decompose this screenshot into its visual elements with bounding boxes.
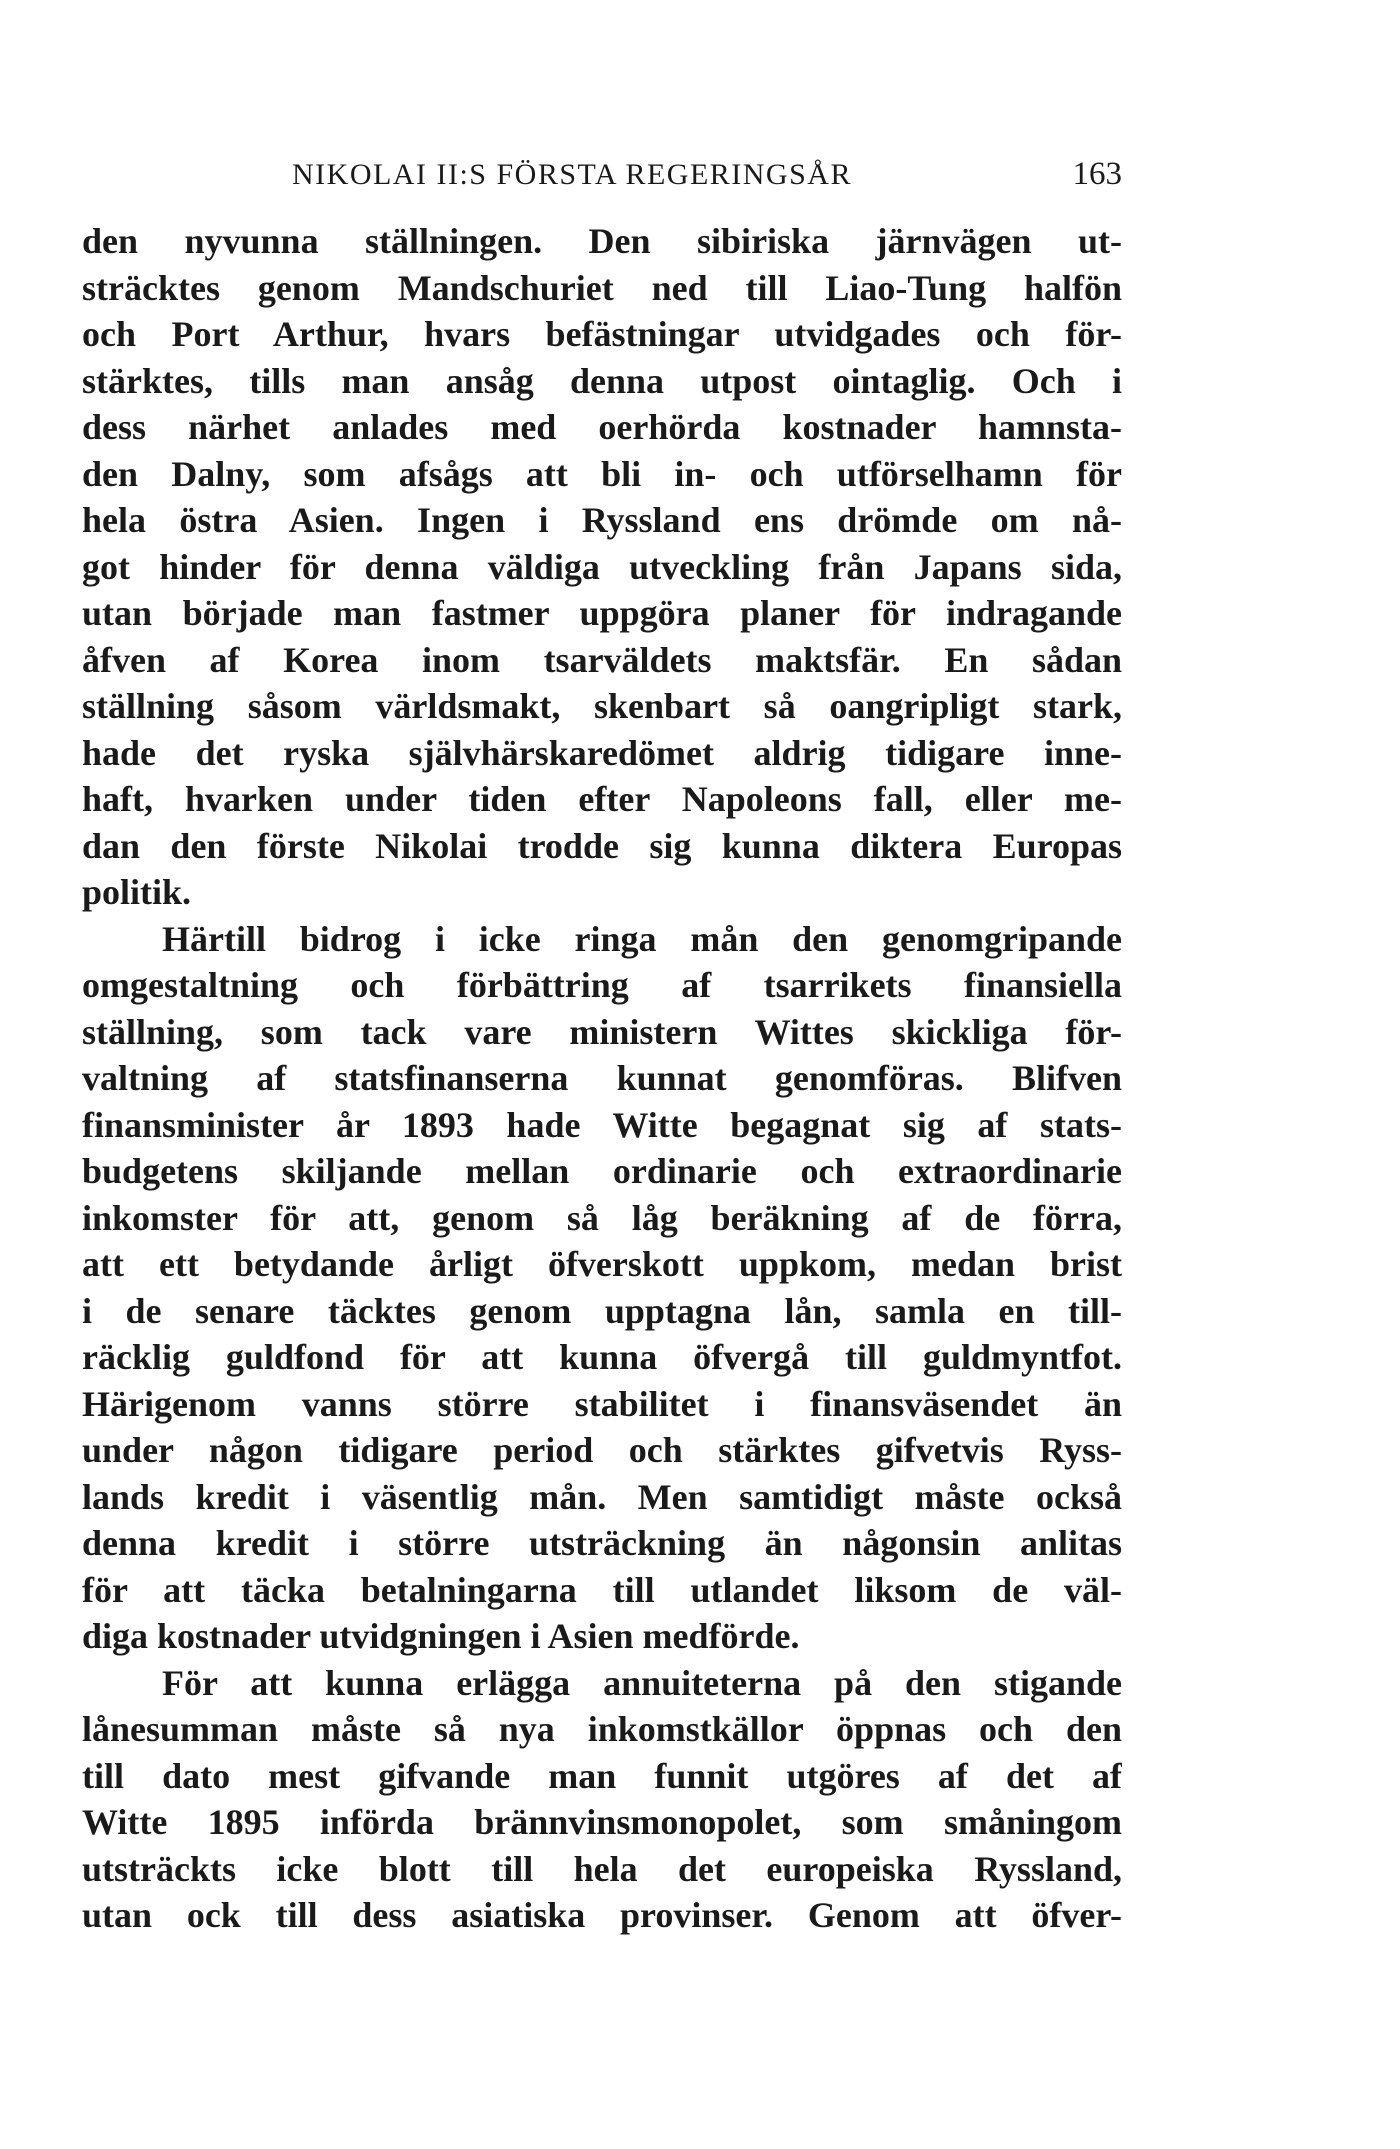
text-line: lands kredit i väsentlig mån. Men samtidigt måste också xyxy=(82,1476,1122,1517)
text-line: sträcktes genom Mandschuriet ned till Liao-Tung halfön xyxy=(82,267,1122,308)
paragraph-3 xyxy=(82,1660,1122,1939)
text-line: inkomster för att, genom så låg beräkning af de förra, xyxy=(82,1197,1122,1238)
text-line: ställning såsom världsmakt, skenbart så oangripligt stark, xyxy=(82,686,1122,726)
text-line: den Dalny, som afsågs att bli in- och utförselhamn för xyxy=(82,453,1122,494)
paragraph-2 xyxy=(82,916,1122,1660)
text-line: för att täcka betalningarna till utlandet liksom de väl- xyxy=(82,1569,1122,1610)
text-line: dan den förste Nikolai trodde sig kunna diktera Europas xyxy=(82,825,1122,866)
running-title: NIKOLAI II:S FÖRSTA REGERINGSÅR xyxy=(292,158,852,191)
text-line: haft, hvarken under tiden efter Napoleons fall, eller me- xyxy=(82,779,1122,819)
text-line: hade det ryska självhärskaredömet aldrig tidigare inne- xyxy=(82,732,1122,773)
text-line: Witte 1895 införda brännvinsmonopolet, som småningom xyxy=(82,1802,1122,1842)
text-line: utsträckts icke blott till hela det europeiska Ryssland, xyxy=(82,1848,1122,1889)
page-number: 163 xyxy=(1072,156,1122,192)
paragraph-1 xyxy=(82,218,1122,916)
text-line: Härigenom vanns större stabilitet i finansväsendet än xyxy=(82,1383,1122,1424)
text-line: hela östra Asien. Ingen i Ryssland ens drömde om nå- xyxy=(82,500,1122,540)
text-line: politik. xyxy=(82,872,192,912)
running-head xyxy=(82,150,1122,196)
text-line: i de senare täcktes genom upptagna lån, samla en till- xyxy=(82,1290,1122,1331)
text-line: Härtill bidrog i icke ringa mån den genomgripande xyxy=(162,918,1122,959)
text-line: denna kredit i större utsträckning än någonsin anlitas xyxy=(82,1523,1122,1563)
text-line: och Port Arthur, hvars befästningar utvidgades och för- xyxy=(82,314,1122,354)
text-line: ställning, som tack vare ministern Wittes skickliga för- xyxy=(82,1011,1122,1052)
text-line: valtning af statsfinanserna kunnat genomföras. Blifven xyxy=(82,1058,1122,1098)
body-text xyxy=(82,218,1122,1939)
text-line: under någon tidigare period och stärktes gifvetvis Ryss- xyxy=(82,1430,1122,1470)
text-line: den nyvunna ställningen. Den sibiriska järnvägen ut- xyxy=(82,221,1122,261)
text-line: utan ock till dess asiatiska provinser. Genom att öfver- xyxy=(82,1895,1122,1935)
text-line: till dato mest gifvande man funnit utgöres af det af xyxy=(82,1755,1122,1796)
text-line: utan började man fastmer uppgöra planer för indragande xyxy=(82,593,1122,633)
text-line: dess närhet anlades med oerhörda kostnader hamnsta- xyxy=(82,407,1122,447)
text-line: budgetens skiljande mellan ordinarie och extraordinarie xyxy=(82,1151,1122,1191)
text-line: lånesumman måste så nya inkomstkällor öppnas och den xyxy=(82,1709,1122,1749)
text-line: att ett betydande årligt öfverskott uppkom, medan brist xyxy=(82,1244,1122,1284)
text-line: åfven af Korea inom tsarväldets maktsfär. En sådan xyxy=(82,639,1122,680)
text-line: diga kostnader utvidgningen i Asien medförde. xyxy=(82,1616,800,1656)
text-line: omgestaltning och förbättring af tsarrikets finansiella xyxy=(82,965,1122,1005)
text-line: För att kunna erlägga annuiteterna på den stigande xyxy=(162,1662,1122,1703)
text-line: finansminister år 1893 hade Witte begagnat sig af stats- xyxy=(82,1104,1122,1145)
text-line: räcklig guldfond för att kunna öfvergå till guldmyntfot. xyxy=(82,1337,1122,1377)
text-line: got hinder för denna väldiga utveckling från Japans sida, xyxy=(82,546,1122,587)
text-line: stärktes, tills man ansåg denna utpost ointaglig. Och i xyxy=(82,360,1122,401)
